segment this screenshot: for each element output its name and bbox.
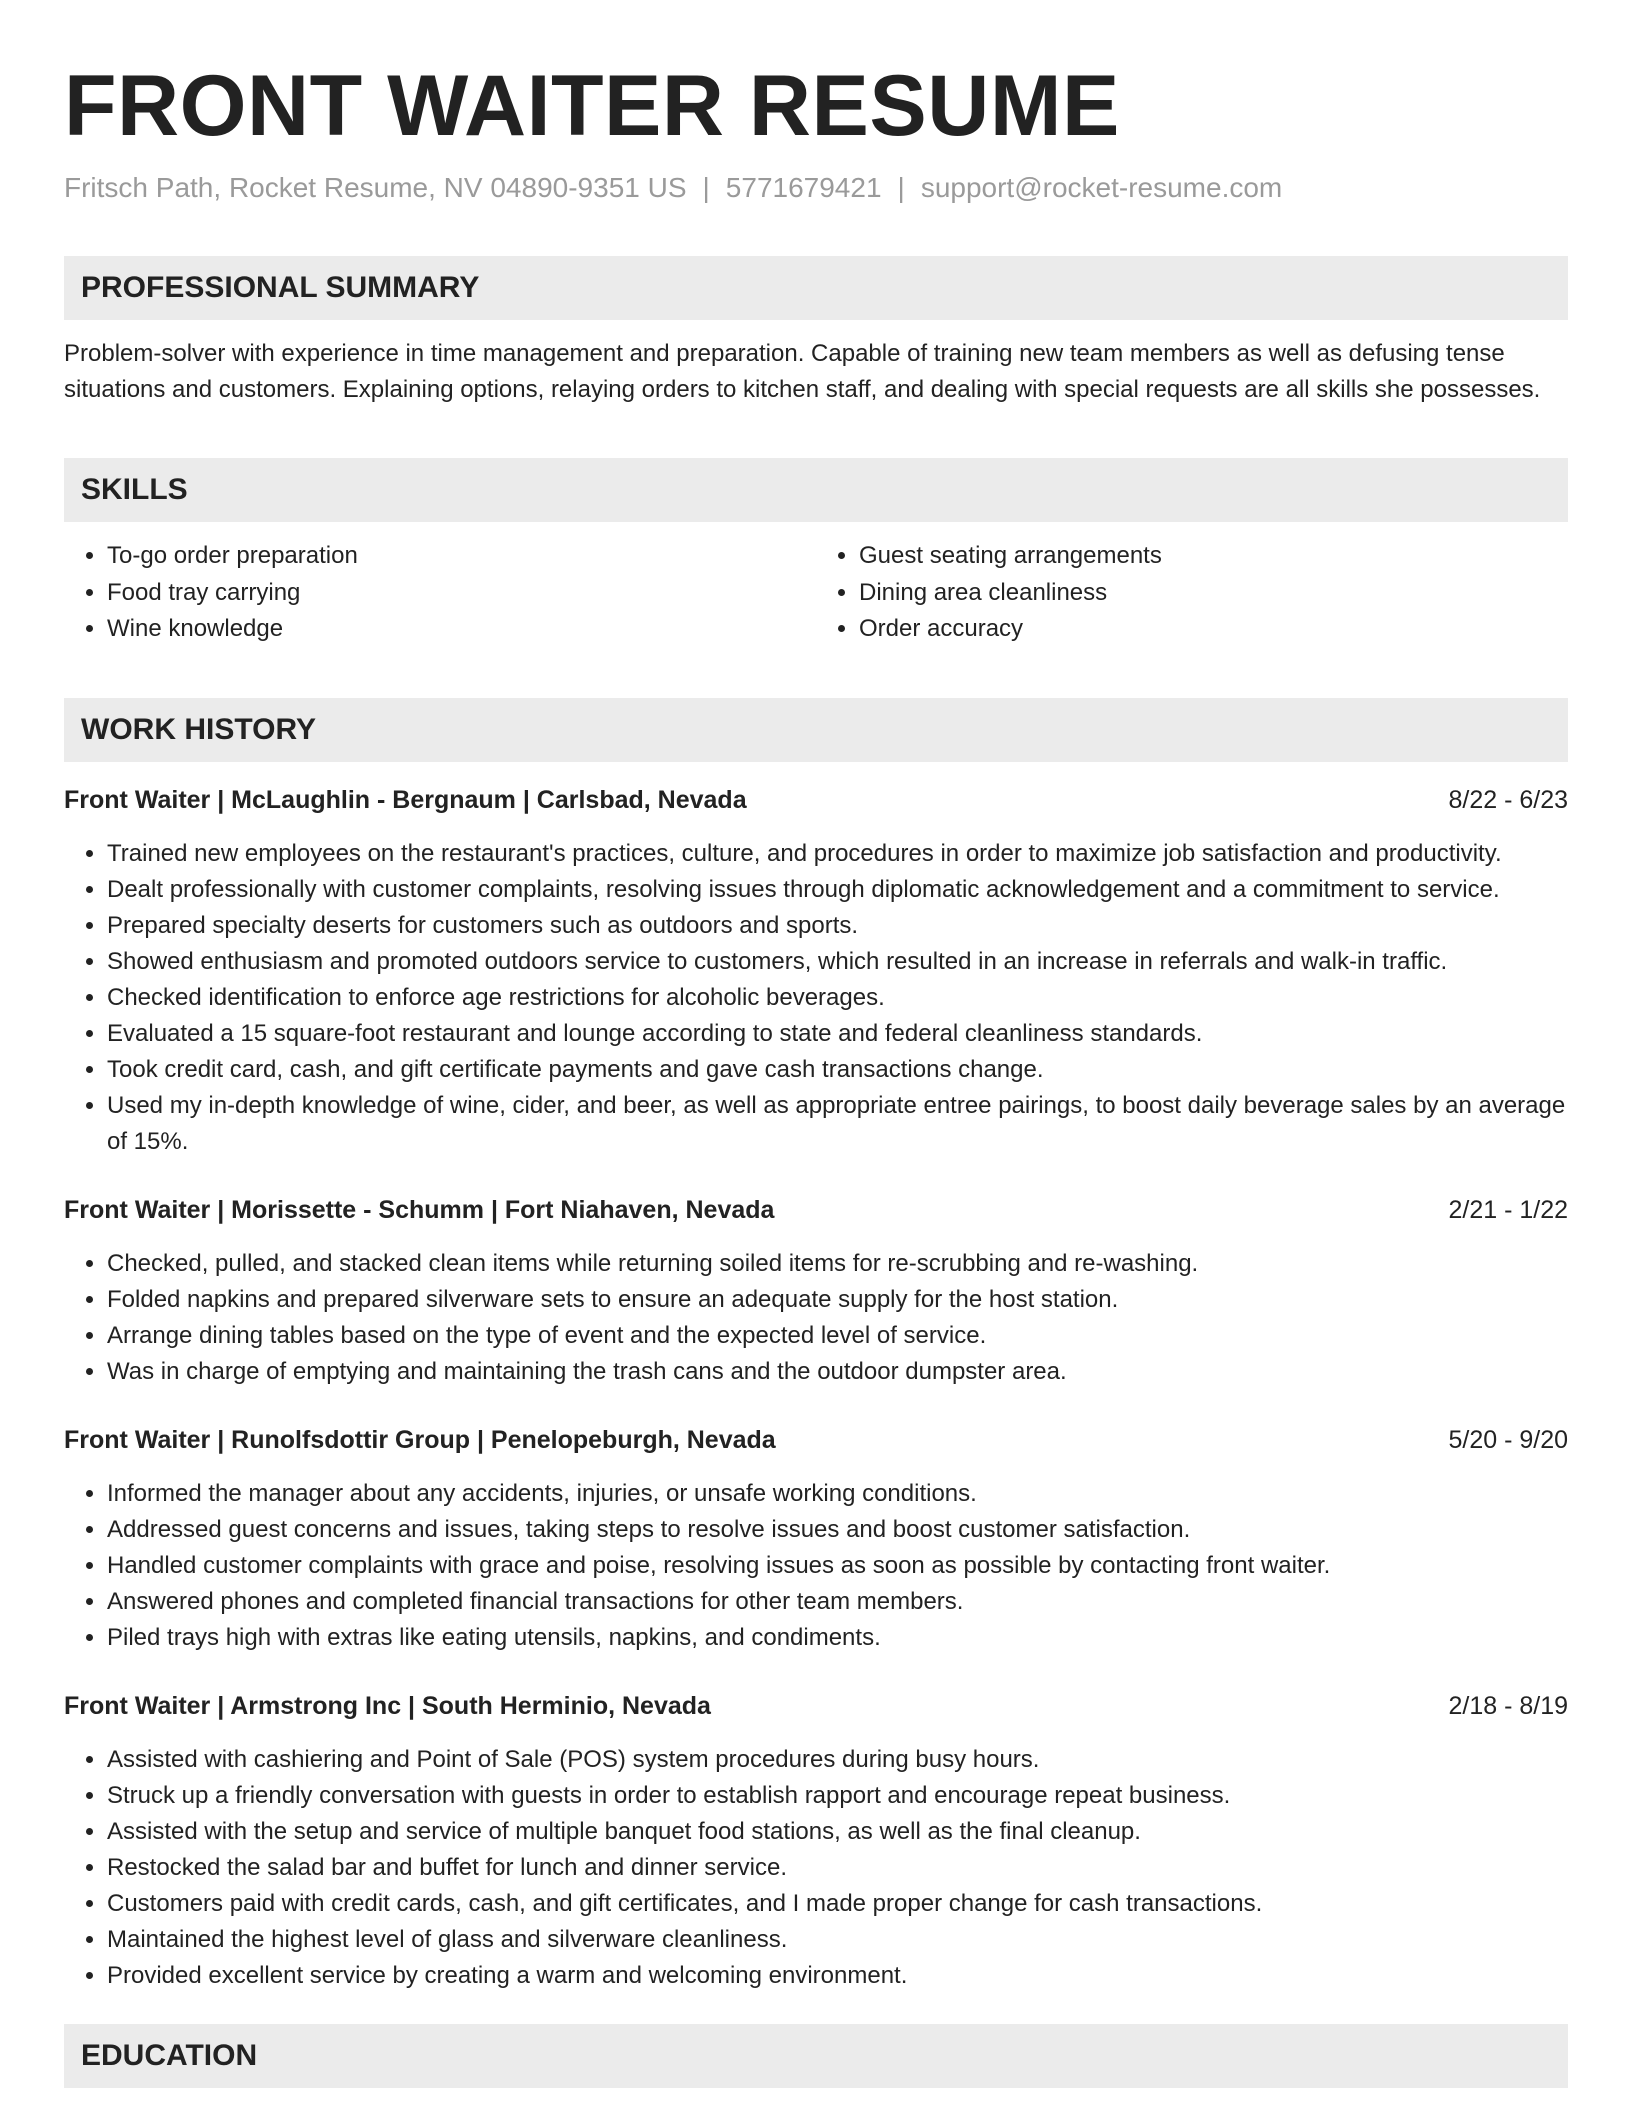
- job-bullet: • Struck up a friendly conversation with guests in order to establish rapport and encourage repeat business.: [107, 1778, 1568, 1814]
- job-bullet: • Informed the manager about any accidents, injuries, or unsafe working conditions.: [107, 1476, 1568, 1512]
- job-entry: [64, 1192, 1568, 1390]
- contact-line: [64, 170, 1568, 206]
- job-header: [64, 1192, 1568, 1228]
- job-header: [64, 1688, 1568, 1724]
- job-bullet: • Provided excellent service by creating a warm and welcoming environment.: [107, 1958, 1568, 1994]
- job-bullet: • Customers paid with credit cards, cash, and gift certificates, and I made proper change for cash transactions.: [107, 1886, 1568, 1922]
- job-bullet: • Addressed guest concerns and issues, taking steps to resolve issues and boost customer satisfaction.: [107, 1512, 1568, 1548]
- job-bullet: • Dealt professionally with customer complaints, resolving issues through diplomatic acknowledgement and a commitment to service.: [107, 872, 1568, 908]
- job-bullet: • Used my in-depth knowledge of wine, cider, and beer, as well as appropriate entree pairings, to boost daily beverage sales by an average of 15%.: [107, 1088, 1568, 1160]
- contact-address: Fritsch Path, Rocket Resume, NV 04890-9351 US: [64, 172, 687, 203]
- job-bullet: • Took credit card, cash, and gift certificate payments and gave cash transactions change.: [107, 1052, 1568, 1088]
- job-bullet: • Was in charge of emptying and maintaining the trash cans and the outdoor dumpster area.: [107, 1354, 1568, 1390]
- summary-heading: PROFESSIONAL SUMMARY: [64, 256, 1568, 320]
- skill-item: • To-go order preparation: [107, 538, 816, 575]
- job-bullet: • Folded napkins and prepared silverware sets to ensure an adequate supply for the host station.: [107, 1282, 1568, 1318]
- job-dates: 2/18 - 8/19: [1448, 1691, 1568, 1720]
- skills-column-left: [64, 538, 816, 648]
- job-bullet: • Restocked the salad bar and buffet for lunch and dinner service.: [107, 1850, 1568, 1886]
- job-bullets: [64, 1742, 1568, 1994]
- job-bullet: • Showed enthusiasm and promoted outdoors service to customers, which resulted in an increase in referrals and walk-in traffic.: [107, 944, 1568, 980]
- job-bullets: [64, 1246, 1568, 1390]
- education-heading: EDUCATION: [64, 2024, 1568, 2088]
- skill-item: • Order accuracy: [859, 611, 1568, 648]
- contact-separator: |: [702, 172, 710, 203]
- contact-email[interactable]: support@rocket-resume.com: [920, 172, 1283, 203]
- skill-item: • Guest seating arrangements: [859, 538, 1568, 575]
- job-dates: 2/21 - 1/22: [1448, 1195, 1568, 1224]
- work-history-heading: WORK HISTORY: [64, 698, 1568, 762]
- skill-item: • Food tray carrying: [107, 575, 816, 612]
- job-bullet: • Maintained the highest level of glass and silverware cleanliness.: [107, 1922, 1568, 1958]
- skills-list: [64, 538, 1568, 648]
- resume-title: FRONT WAITER RESUME: [64, 58, 1120, 154]
- job-dates: 5/20 - 9/20: [1448, 1425, 1568, 1454]
- job-title: Front Waiter | Runolfsdottir Group | Penelopeburgh, Nevada: [64, 1425, 776, 1454]
- job-bullet: • Arrange dining tables based on the type of event and the expected level of service.: [107, 1318, 1568, 1354]
- summary-text: Problem-solver with experience in time management and preparation. Capable of training new team members as well as defusing tense situations and customers. Explaining options, relaying orders to kitchen staff, and dealing with special requests are all skills she possesses.: [64, 340, 1541, 403]
- job-header: [64, 1422, 1568, 1458]
- job-entry: [64, 1422, 1568, 1656]
- job-title: Front Waiter | Armstrong Inc | South Herminio, Nevada: [64, 1691, 711, 1720]
- job-title: Front Waiter | McLaughlin - Bergnaum | Carlsbad, Nevada: [64, 785, 747, 814]
- job-bullet: • Prepared specialty deserts for customers such as outdoors and sports.: [107, 908, 1568, 944]
- job-bullet: • Assisted with the setup and service of multiple banquet food stations, as well as the final cleanup.: [107, 1814, 1568, 1850]
- job-entry: [64, 782, 1568, 1160]
- job-bullet: • Evaluated a 15 square-foot restaurant and lounge according to state and federal cleanliness standards.: [107, 1016, 1568, 1052]
- contact-phone: 5771679421: [725, 172, 882, 203]
- job-bullet: • Answered phones and completed financial transactions for other team members.: [107, 1584, 1568, 1620]
- skill-item: • Dining area cleanliness: [859, 575, 1568, 612]
- job-bullets: [64, 1476, 1568, 1656]
- job-bullet: • Assisted with cashiering and Point of Sale (POS) system procedures during busy hours.: [107, 1742, 1568, 1778]
- job-title: Front Waiter | Morissette - Schumm | Fort Niahaven, Nevada: [64, 1195, 775, 1224]
- job-bullet: • Piled trays high with extras like eating utensils, napkins, and condiments.: [107, 1620, 1568, 1656]
- job-bullet: • Trained new employees on the restaurant's practices, culture, and procedures in order to maximize job satisfaction and productivity.: [107, 836, 1568, 872]
- job-bullet: • Handled customer complaints with grace and poise, resolving issues as soon as possible by contacting front waiter.: [107, 1548, 1568, 1584]
- job-entry: [64, 1688, 1568, 1994]
- job-bullet: • Checked identification to enforce age restrictions for alcoholic beverages.: [107, 980, 1568, 1016]
- job-dates: 8/22 - 6/23: [1448, 785, 1568, 814]
- job-bullet: • Checked, pulled, and stacked clean items while returning soiled items for re-scrubbing and re-washing.: [107, 1246, 1568, 1282]
- skill-item: • Wine knowledge: [107, 611, 816, 648]
- contact-separator: |: [897, 172, 905, 203]
- job-header: [64, 782, 1568, 818]
- skills-column-right: [816, 538, 1568, 648]
- skills-heading: SKILLS: [64, 458, 1568, 522]
- job-bullets: [64, 836, 1568, 1160]
